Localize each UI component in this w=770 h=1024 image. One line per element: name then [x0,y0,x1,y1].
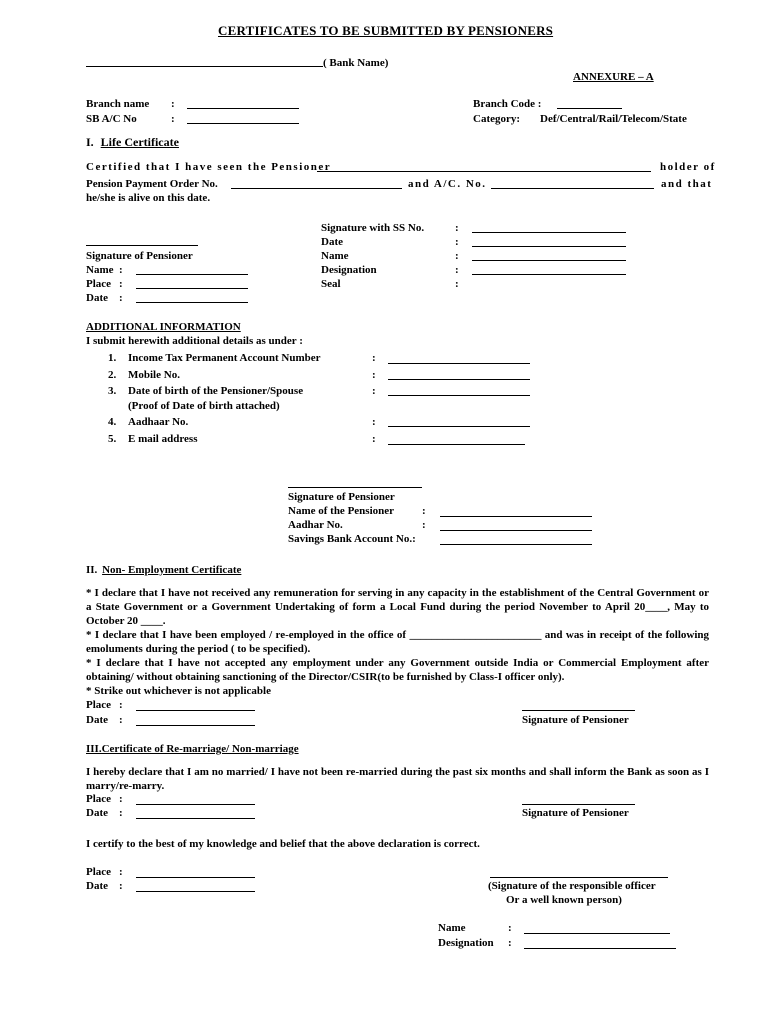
colon: : [422,519,426,531]
officer-final-sig-sub: Or a well known person) [506,894,622,906]
pensioner-sig-field[interactable] [86,245,198,246]
ppo-field[interactable] [231,188,402,189]
officer-name-field[interactable] [472,260,626,261]
officer-final-sig-field[interactable] [490,877,668,878]
strike-out-note: * Strike out whichever is not applicable [86,685,271,697]
life-cert-line2-end: and that [661,178,713,190]
officer-date-field[interactable] [472,246,626,247]
page-title: CERTIFICATES TO BE SUBMITTED BY PENSIONERS [218,23,554,38]
ne-date-label: Date [86,714,108,726]
colon: : [119,793,123,805]
colon: : [372,385,376,397]
colon: : [372,352,376,364]
aadhaar-label: Aadhaar No. [128,416,189,428]
final-designation-label: Designation [438,937,494,949]
colon: : [119,880,123,892]
officer-seal-label: Seal [321,278,341,290]
branch-name-field[interactable] [187,108,299,109]
life-cert-line1-start: Certified that I have seen the Pensioner [86,161,332,173]
item-number: 3. [108,385,117,397]
additional-info-intro: I submit herewith additional details as under : [86,335,303,347]
remarriage-declaration: I hereby declare that I am no married/ I have not been re-married during the past six months and shall inform the Bank as soon as I marry/re-marry. [86,766,709,792]
colon: : [119,807,123,819]
ne-sig-label: Signature of Pensioner [522,714,629,726]
colon: : [455,264,459,276]
aadhar-no-label: Aadhar No. [288,519,343,531]
colon: : [455,236,459,248]
colon: : [455,278,459,290]
savings-ac-field[interactable] [440,544,592,545]
name-of-pensioner-label: Name of the Pensioner [288,505,395,517]
pensioner-name-label: Name [86,264,114,276]
item-number: 1. [108,352,117,364]
rm-sig-field[interactable] [522,804,635,805]
final-designation-field[interactable] [524,948,676,949]
cert-date-field[interactable] [136,891,255,892]
colon: : [372,416,376,428]
colon: : [372,369,376,381]
life-cert-heading [86,136,179,149]
rm-place-field[interactable] [136,804,255,805]
item-number: 4. [108,416,117,428]
declaration-no-employment: * I declare that I have not accepted any employment under any Government outside India or Commercial Employment after obtaining/ without obtaining sanctioning of the Director/CSIR(to be furnished by Class-I officer only). [86,657,709,683]
final-name-label: Name [438,922,466,934]
rm-sig-label: Signature of Pensioner [522,807,629,819]
officer-sig-field[interactable] [472,232,626,233]
additional-info-heading: ADDITIONAL INFORMATION [86,321,241,333]
branch-code-field[interactable] [557,108,622,109]
name-of-pensioner-field[interactable] [440,516,592,517]
colon: : [422,505,426,517]
bank-name-label: ( Bank Name) [323,57,389,69]
final-name-field[interactable] [524,933,670,934]
additional-sig-label: Signature of Pensioner [288,491,395,503]
pensioner-date-label: Date [86,292,108,304]
category-label: Category: [473,113,521,125]
pensioner-place-label: Place [86,278,112,290]
ne-place-label: Place [86,699,112,711]
cert-date-label: Date [86,880,108,892]
officer-sig-label: Signature with SS No. [321,222,425,234]
pensioner-name-field[interactable] [136,274,248,275]
pan-field[interactable] [388,363,530,364]
cert-place-field[interactable] [136,877,255,878]
bank-name-field[interactable] [86,66,323,67]
pensioner-place-field[interactable] [136,288,248,289]
aadhar-no-field[interactable] [440,530,592,531]
non-employment-number: II. [86,564,98,576]
pensioner-sig-label: Signature of Pensioner [86,250,193,262]
email-label: E mail address [128,433,198,445]
sb-ac-field[interactable] [187,123,299,124]
additional-sig-field[interactable] [288,487,422,488]
non-employment-title: Non- Employment Certificate [102,564,242,576]
officer-designation-label: Designation [321,264,377,276]
annexure-label: ANNEXURE – A [573,71,654,83]
colon: : [508,922,512,934]
alive-statement: he/she is alive on this date. [86,192,211,204]
category-value: Def/Central/Rail/Telecom/State [540,113,687,125]
ac-no-label: and A/C. No. [408,178,487,190]
rm-date-label: Date [86,807,108,819]
aadhaar-field[interactable] [388,426,530,427]
pensioner-name-field[interactable] [317,171,651,172]
ne-date-field[interactable] [136,725,255,726]
colon: : [171,98,175,110]
mobile-field[interactable] [388,379,530,380]
branch-name-label: Branch name [86,98,150,110]
declaration-employed: * I declare that I have been employed / re-employed in the office of ________________________ and was in receipt of the following emoluments during the period ( to be specified). [86,629,709,655]
dob-label: Date of birth of the Pensioner/Spouse [128,385,304,397]
certify-statement: I certify to the best of my knowledge and belief that the above declaration is correct. [86,838,480,850]
ne-sig-field[interactable] [522,710,635,711]
item-number: 2. [108,369,117,381]
officer-final-sig-label: (Signature of the responsible officer [488,880,656,892]
rm-place-label: Place [86,793,112,805]
colon: : [372,433,376,445]
life-cert-number: I. [86,135,94,149]
officer-date-label: Date [321,236,343,248]
branch-code-label: Branch Code : [473,98,542,110]
savings-ac-label: Savings Bank Account No.: [288,533,416,545]
email-field[interactable] [388,444,525,445]
non-employment-heading [86,564,241,577]
ne-place-field[interactable] [136,710,255,711]
colon: : [119,866,123,878]
colon: : [119,278,123,290]
pan-label: Income Tax Permanent Account Number [128,352,321,364]
colon: : [508,937,512,949]
remarriage-heading: III.Certificate of Re-marriage/ Non-marriage [86,743,299,755]
life-cert-title: Life Certificate [100,135,179,149]
sb-ac-label: SB A/C No [86,113,137,125]
colon: : [119,714,123,726]
colon: : [455,222,459,234]
cert-place-label: Place [86,866,112,878]
dob-field[interactable] [388,395,530,396]
declaration-remuneration: * I declare that I have not received any remuneration for serving in any capacity in the establishment of the Central Government or a State Government or a Government Undertaking of form a Local Fund during the period November to April 20____, May to October 20 ____. [86,587,709,627]
mobile-label: Mobile No. [128,369,180,381]
ppo-label: Pension Payment Order No. [86,178,218,190]
dob-proof-label: (Proof of Date of birth attached) [128,400,280,412]
life-cert-line1-end: holder of [660,161,716,173]
colon: : [171,113,175,125]
colon: : [119,699,123,711]
item-number: 5. [108,433,117,445]
rm-date-field[interactable] [136,818,255,819]
pensioner-date-field[interactable] [136,302,248,303]
colon: : [119,264,123,276]
ac-no-field[interactable] [491,188,654,189]
officer-designation-field[interactable] [472,274,626,275]
officer-name-label: Name [321,250,349,262]
colon: : [455,250,459,262]
colon: : [119,292,123,304]
